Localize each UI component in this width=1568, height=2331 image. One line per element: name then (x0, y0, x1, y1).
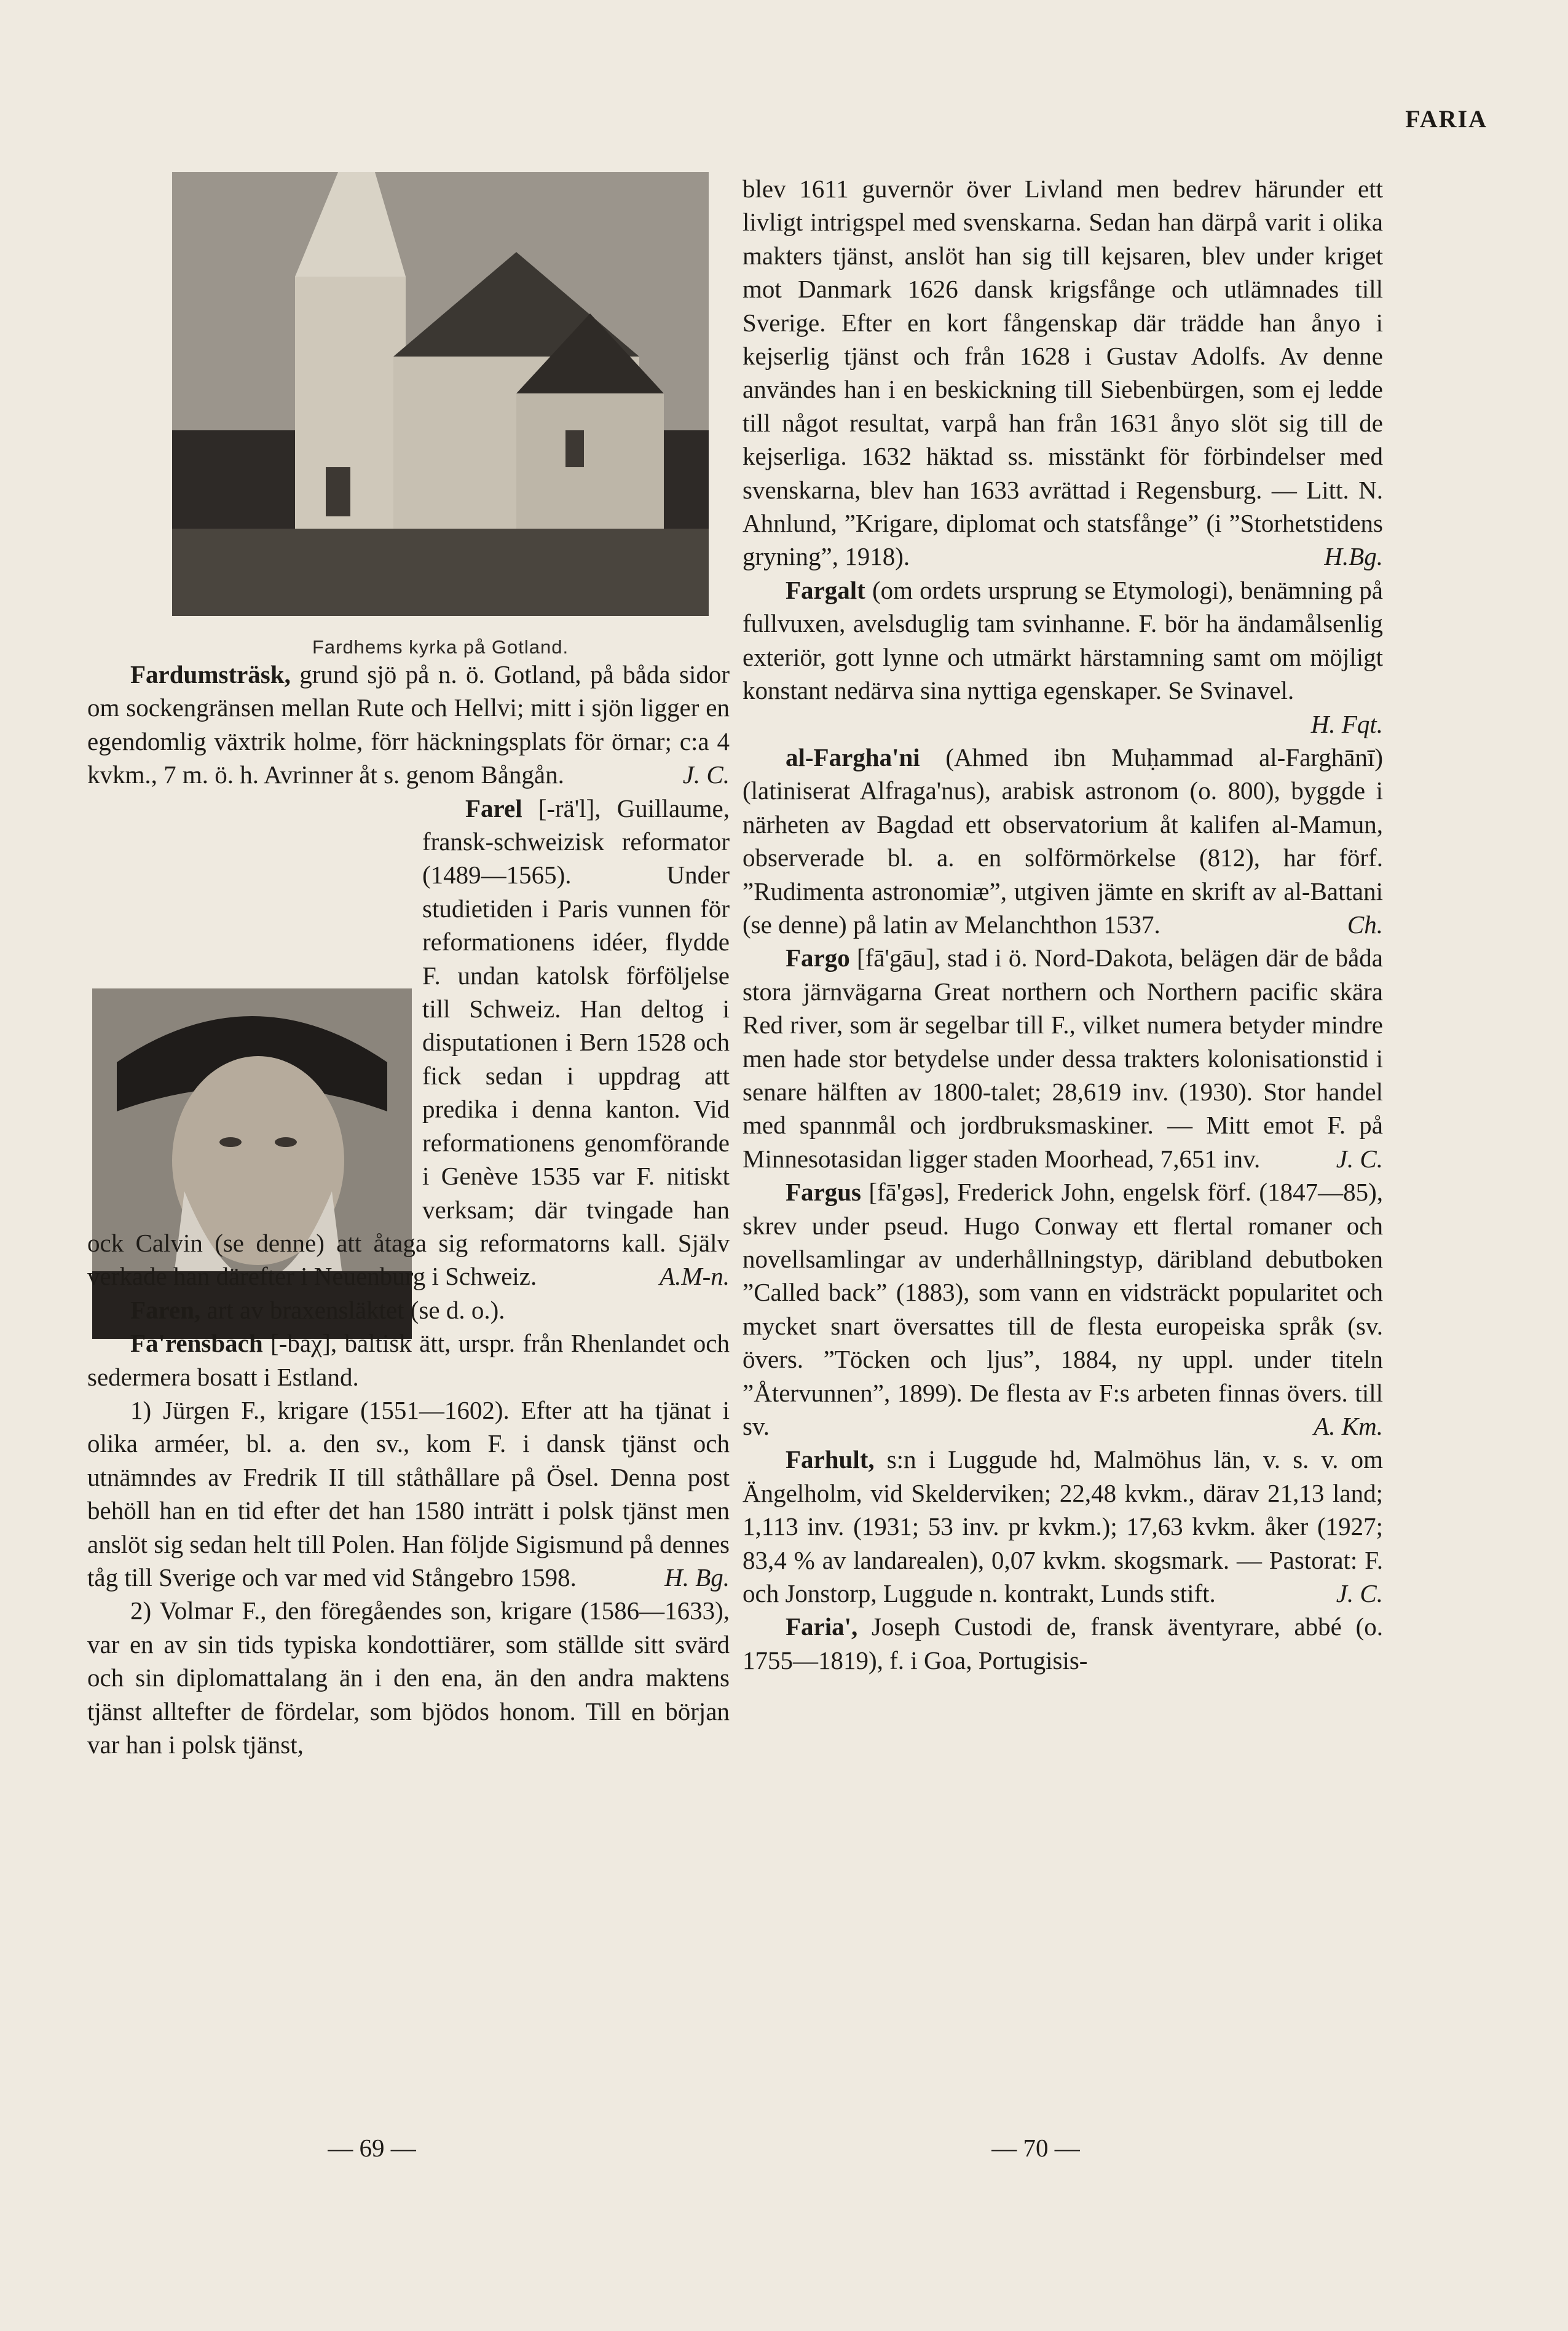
author-signature: Ch. (1347, 910, 1383, 939)
entry-headword: Fargalt (786, 575, 865, 604)
author-signature: J. C. (682, 760, 730, 789)
entry-text: [-baχ], baltisk ätt, urspr. från Rhenlandet och sedermera bosatt i Estland. (87, 1329, 730, 1391)
portrait-spacer (87, 825, 422, 1223)
entry-headword: Faria', (786, 1612, 858, 1641)
entry-headword: al-Fargha'ni (786, 743, 920, 771)
article-entry (87, 792, 730, 1293)
entry-headword: Fargus (786, 1178, 861, 1207)
article-entry (87, 1394, 730, 1594)
entry-text: grund sjö på n. ö. Gotland, på båda sidor om sockengränsen mellan Rute och Hellvi; mitt i sjön ligger en egendomlig växtrik holme, förr häckningsplats för örnar; c:a 4 kvkm., 7 m. ö. h. Avrinner åt s. genom Bångån. (87, 660, 730, 789)
author-signature: A.M-n. (660, 1262, 730, 1291)
entry-text: (om ordets ursprung se Etymologi), benämning på fullvuxen, avelsduglig tam svinhanne. F. bör ha ändamålsenlig exteriör, gott lynne och utmärkt härstamning samt om möjligt konstant nedärva sina nyttiga egenskaper. Se Svinavel. (743, 575, 1383, 705)
article-entry (743, 1443, 1383, 1610)
entry-text: [-rä'l], Guillaume, fransk-schweizisk reformator (1489—1565). Under studietiden i Paris vunnen för reformationens idéer, flydde F. undan katolsk förföljelse till Schweiz. Han deltog i disputationen i Bern 1528 och fick sedan i uppdrag att predika i denna kanton. Vid reformationens genomförande i Genève 1535 var F. nitiskt verksam; där tvingade han ock Calvin (se denne) att åtaga sig reformatorns kall. Själv verkade han därefter i Neuenburg i Schweiz. (87, 794, 730, 1291)
church-illustration (172, 172, 709, 616)
left-column (87, 658, 730, 1761)
author-signature: H.Bg. (1324, 542, 1383, 571)
author-signature: H. Bg. (664, 1563, 730, 1591)
entry-text: 2) Volmar F., den föregåendes son, krigare (1586—1633), var en av sin tids typiska kondottiärer, som ställde sitt svärd och sin diplomattalang än i den ena, än den andra maktens tjänst alltefter de fördelar, som bjödos honom. Till en början var han i polsk tjänst, (87, 1596, 730, 1759)
article-entry (743, 1610, 1383, 1677)
running-head: FARIA (1405, 105, 1487, 133)
author-signature: A. Km. (1314, 1412, 1383, 1441)
entry-headword: Fa'rensbach (130, 1329, 263, 1358)
entry-text: blev 1611 guvernör över Livland men bedrev härunder ett livligt intrigspel med svenskarna. Sedan han därpå varit i olika makters tjänst, anslöt han sig till kejsaren, blev under kriget mot Danmark 1626 dansk krigsfånge och utlämnades till Sverige. Efter en kort fångenskap där trädde han ånyo i kejserlig tjänst och från 1628 i Gustav Adolfs. Av denne användes han i en beskickning till Siebenbürgen, som ej ledde till något resultat, varpå han från 1631 ånyo slöt sig till de kejserliga. 1632 häktad ss. misstänkt för förbindelser med svenskarna, blev han 1633 avrättad i Regensburg. — Litt. N. Ahnlund, ”Krigare, diplomat och statsfånge” (i ”Storhetstidens gryning”, 1918). (743, 175, 1383, 571)
article-entry (87, 1594, 730, 1761)
page-number-right: — 70 — (991, 2134, 1080, 2162)
author-signature: J. C. (1336, 1579, 1383, 1608)
entry-headword: Farel (465, 794, 522, 822)
page-number-left: — 69 — (328, 2134, 416, 2162)
article-entry (743, 741, 1383, 941)
entry-headword: Fargo (786, 944, 850, 972)
right-column (743, 172, 1383, 1677)
author-signature: H. Fqt. (1310, 709, 1383, 738)
entry-headword: Fardumsträsk, (130, 660, 291, 688)
article-entry (743, 1175, 1383, 1443)
article-entry (743, 941, 1383, 1175)
article-entry (87, 1293, 730, 1327)
entry-text: [fā'gāu], stad i ö. Nord-Dakota, belägen där de båda stora järnvägarna Great northern och Northern pacific skära Red river, som är segelbar till F., vilket numera betyder mindre men hade stor betydelse under dessa trakters kolonisationstid i senare hälften av 1800-talet; 28,619 inv. (1930). Stor handel med spannmål och jordbruksmaskiner. — Mitt emot F. på Minnesotasidan ligger staden Moorhead, 7,651 inv. (743, 944, 1383, 1173)
article-entry (87, 658, 730, 792)
article-entry (743, 574, 1383, 741)
entry-text: [fā'gəs], Frederick John, engelsk förf. (1847—85), skrev under pseud. Hugo Conway ett flertal romaner och novellsamlingar av underhållningstyp, däribland debutboken ”Called back” (1883), som vann en vidsträckt popularitet och mycket snart översattes till de flesta europeiska språk (sv. övers. ”Töcken och ljus”, 1884, ny uppl. under titeln ”Återvunnen”, 1899). De flesta av F:s arbeten finnas övers. till sv. (743, 1178, 1383, 1441)
entry-text: s:n i Luggude hd, Malmöhus län, v. s. v. om Ängelholm, vid Skelderviken; 22,48 kvkm., därav 21,13 land; 1,113 inv. (1931; 53 inv. pr kvkm.); 17,63 kvkm. åker (1927; 83,4 % av landarealen), 0,07 kvkm. skogsmark. — Pastorat: F. och Jonstorp, Luggude n. kontrakt, Lunds stift. (743, 1445, 1383, 1608)
article-entry (87, 1327, 730, 1394)
article-entry (743, 172, 1383, 574)
entry-text: 1) Jürgen F., krigare (1551—1602). Efter att ha tjänat i olika arméer, bl. a. den sv., kom F. i dansk tjänst och utnämndes av Fredrik II till ståthållare på Ösel. Denna post behöll han en tid efter det han 1580 inträtt i polsk tjänst men anslöt sig sedan helt till Polen. Han följde Sigismund på dennes tåg till Sverige och var med vid Stångebro 1598. (87, 1395, 730, 1591)
entry-text: art av braxensläktet (se d. o.). (200, 1295, 505, 1324)
author-signature: J. C. (1336, 1144, 1383, 1173)
church-photo (172, 172, 709, 616)
entry-headword: Faren, (130, 1295, 201, 1324)
entry-headword: Farhult, (786, 1445, 875, 1474)
church-caption: Fardhems kyrka på Gotland. (312, 636, 569, 658)
entry-text: Joseph Custodi de, fransk äventyrare, abbé (o. 1755—1819), f. i Goa, Portugisis- (743, 1612, 1383, 1674)
entry-text: (Ahmed ibn Muḥammad al-Farghānī) (latiniserat Alfraga'nus), arabisk astronom (o. 800), byggde i närheten av Bagdad ett observatorium åt kalifen al-Mamun, observerade bl. a. en solförmörkelse (812), har förf. ”Rudimenta astronomiæ”, utgiven jämte en skrift av al-Battani (se denne) på latin av Melanchthon 1537. (743, 743, 1383, 939)
